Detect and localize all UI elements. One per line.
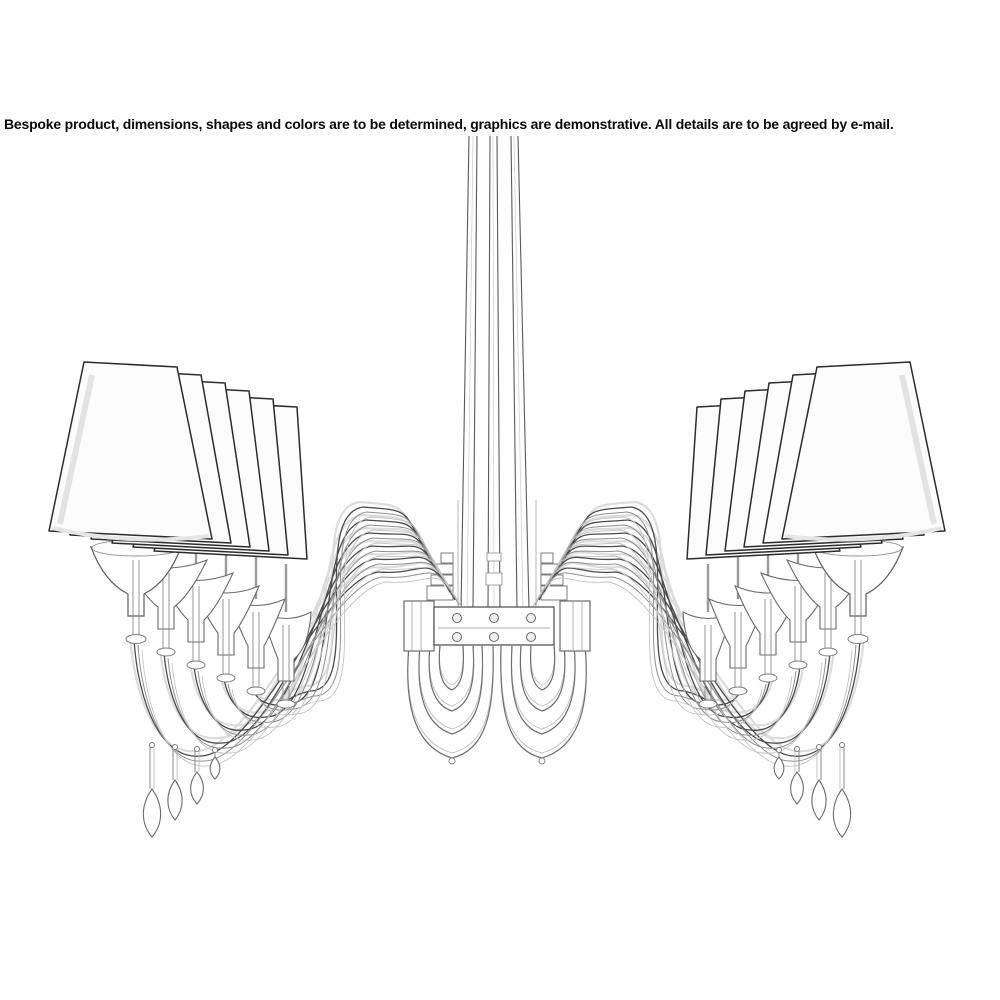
rod-collar-lower bbox=[486, 573, 502, 585]
left-side-assembly bbox=[49, 362, 493, 837]
hub-bracket bbox=[404, 601, 434, 651]
rod-collar-upper bbox=[487, 553, 501, 561]
loop-bead bbox=[449, 758, 455, 764]
hanging-loops bbox=[408, 641, 494, 764]
right-side-assembly bbox=[501, 362, 945, 837]
disclaimer-text: Bespoke product, dimensions, shapes and colors are to be determined, graphics are demonstrative. All details are to be agreed by e-mail. bbox=[4, 116, 894, 132]
center-stem-rods bbox=[458, 136, 536, 610]
lampshade-stack bbox=[49, 362, 307, 559]
hub-plate bbox=[434, 607, 554, 645]
